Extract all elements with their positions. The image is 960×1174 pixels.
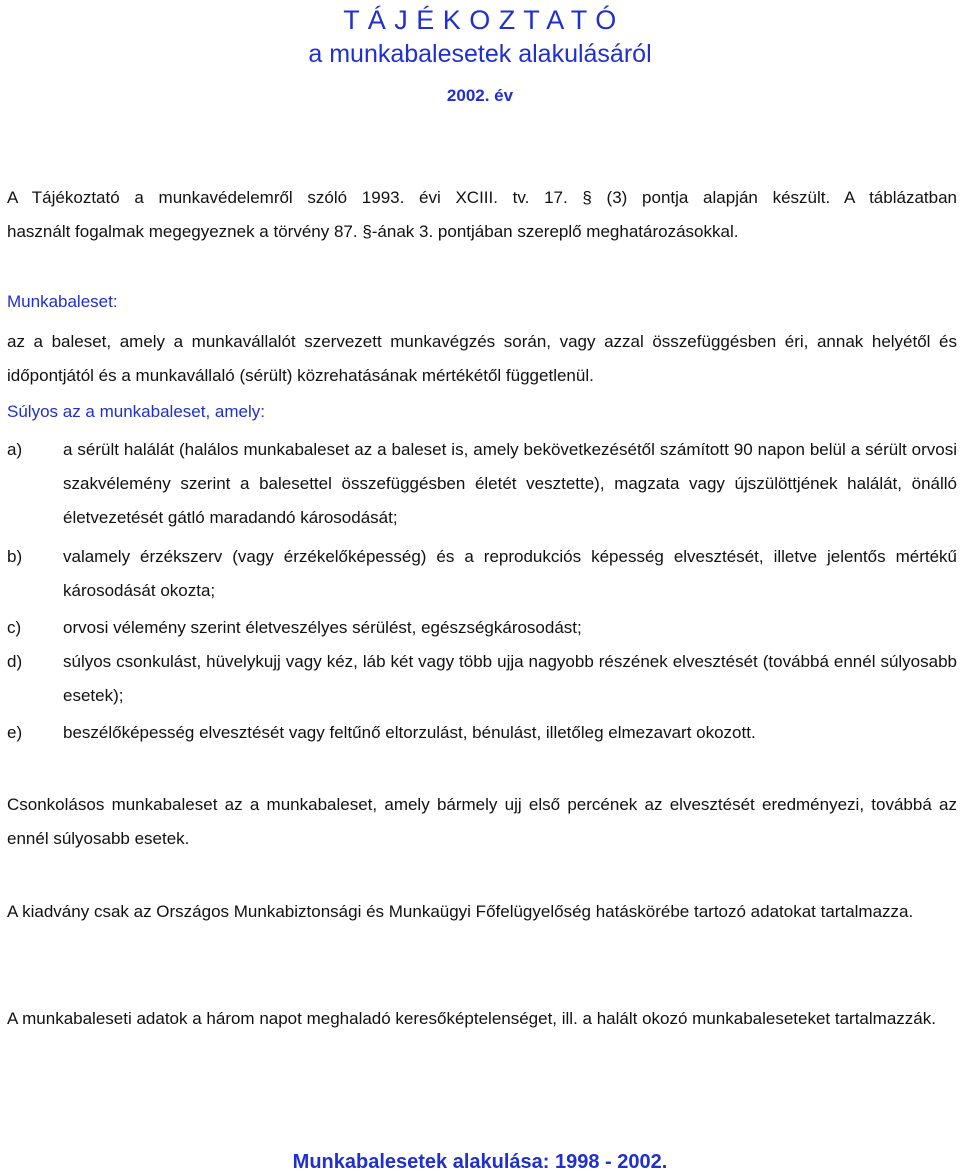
intro-line-2: használt fogalmak megegyeznek a törvény 87. §-ának 3. pontjában szereplő meghatározásokkal. bbox=[7, 222, 739, 241]
list-item-letter: e) bbox=[7, 723, 23, 742]
section-heading: Munkabalesetek alakulása: 1998 - 2002. bbox=[292, 1151, 668, 1173]
paragraph-kiadvany: A kiadvány csak az Országos Munkabiztonsági és Munkaügyi Főfelügyelőség hatáskörébe tartozó adatokat tartalmazza. bbox=[7, 902, 914, 921]
list-item-text: valamely érzékszerv (vagy érzékelőképesség) és a reprodukciós képesség elvesztését, illetve jelentős mértékű károsodását okozta; bbox=[63, 547, 957, 600]
list-item-c bbox=[7, 611, 957, 645]
page-year: 2002. év bbox=[446, 86, 514, 105]
list-item-e bbox=[7, 716, 957, 750]
definition-text: az a baleset, amely a munkavállalót szervezett munkavégzés során, vagy azzal összefüggésben éri, annak helyétől és időpontjától és a munkavállaló (sérült) közrehatásának mértékétől függetlenül. bbox=[7, 332, 957, 385]
list-item-letter: c) bbox=[7, 618, 22, 637]
list-item-text: a sérült halálát (halálos munkabaleset az a baleset is, amely bekövetkezésétől számított 90 napon belül a sérült orvosi szakvélemény szerint a balesettel összefüggésben életét vesztette), magzata vagy újszülöttjének halálát, önálló életvezetését gátló maradandó károsodását; bbox=[63, 440, 957, 527]
list-item-a bbox=[7, 433, 957, 535]
list-item-text: orvosi vélemény szerint életveszélyes sérülést, egészségkárosodást; bbox=[63, 618, 582, 637]
list-item-d bbox=[7, 645, 957, 713]
paragraph-adatok: A munkabaleseti adatok a három napot meghaladó keresőképtelenséget, ill. a halált okozó munkabaleseteket tartalmazzák. bbox=[7, 1009, 936, 1028]
severe-label: Súlyos az a munkabaleset, amely: bbox=[7, 402, 265, 421]
list-item-letter: b) bbox=[7, 547, 23, 566]
paragraph-csonkolasos: Csonkolásos munkabaleset az a munkabaleset, amely bármely ujj első percének az elvesztését eredményezi, továbbá az ennél súlyosabb esetek. bbox=[7, 795, 957, 848]
list-item-b bbox=[7, 540, 957, 608]
intro-line-1: A Tájékoztató a munkavédelemről szóló 1993. évi XCIII. tv. 17. § (3) pontja alapján készült. A táblázatban bbox=[7, 188, 957, 207]
list-item-letter: d) bbox=[7, 652, 23, 671]
list-item-text: beszélőképesség elvesztését vagy feltűnő eltorzulást, bénulást, illetőleg elmezavart okozott. bbox=[63, 723, 756, 742]
list-item-text: súlyos csonkulást, hüvelykujj vagy kéz, láb két vagy több ujja nagyobb részének elvesztését (továbbá ennél súlyosabb esetek); bbox=[63, 652, 957, 705]
page-subtitle: a munkabalesetek alakulásáról bbox=[308, 40, 652, 68]
page-title: T Á J É K O Z T A T Ó bbox=[343, 5, 617, 35]
definition-label: Munkabaleset: bbox=[7, 292, 118, 311]
list-item-letter: a) bbox=[7, 440, 23, 459]
